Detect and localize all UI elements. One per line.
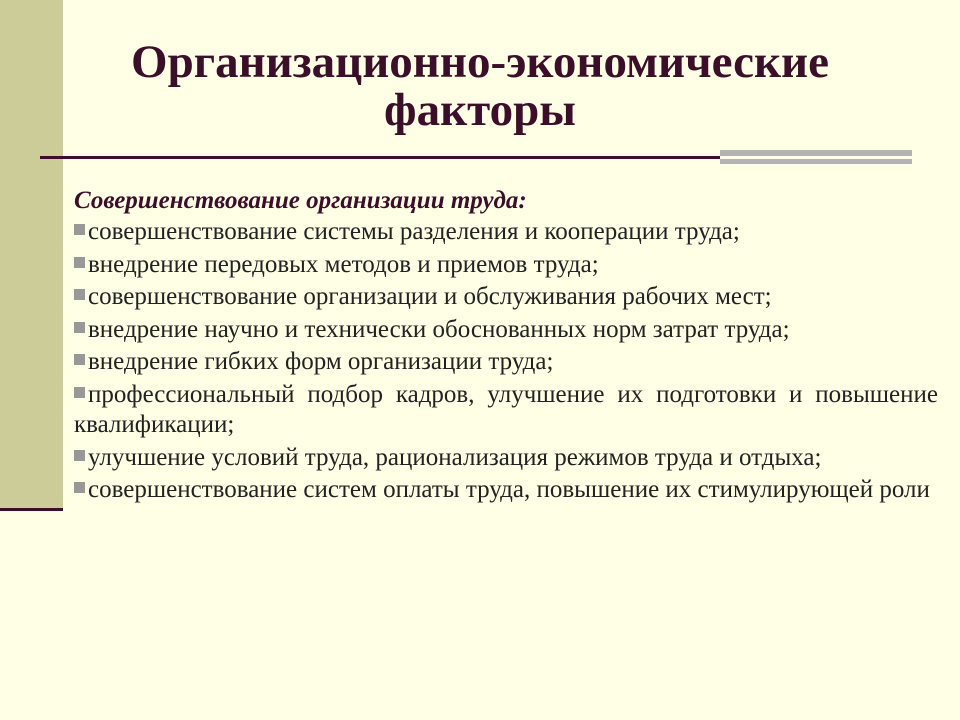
square-bullet-icon: [74, 450, 85, 461]
list-item: [74, 347, 938, 378]
list-item: [74, 380, 938, 441]
square-bullet-icon: [74, 322, 85, 333]
slide-body: [74, 186, 938, 508]
side-decor-line: [0, 508, 63, 511]
list-item-text: внедрение научно и технически обоснованных норм затрат труда;: [88, 315, 790, 343]
square-bullet-icon: [74, 257, 85, 268]
list-item: [74, 250, 938, 281]
list-item-text: профессиональный подбор кадров, улучшение их подготовки и повышение квалификации;: [74, 380, 938, 438]
list-item-text: внедрение передовых методов и приемов труда;: [88, 250, 599, 278]
list-item: [74, 315, 938, 346]
side-decor-band: [0, 0, 63, 510]
list-item: [74, 443, 938, 474]
title-divider-accent: [720, 150, 912, 164]
list-item-text: улучшение условий труда, рационализация режимов труда и отдыха;: [88, 443, 822, 471]
list-item: [74, 282, 938, 313]
list-item: [74, 475, 938, 506]
list-item-text: совершенствование системы разделения и кооперации труда;: [88, 218, 740, 245]
list-item: [74, 217, 938, 248]
square-bullet-icon: [74, 482, 85, 493]
section-subtitle: Совершенствование организации труда:: [74, 187, 527, 214]
slide-title: [70, 38, 890, 134]
list-item-text: внедрение гибких форм организации труда;: [88, 348, 554, 375]
title-line-2: факторы: [384, 84, 576, 136]
list-item-text: совершенствование организации и обслуживания рабочих мест;: [88, 283, 772, 310]
square-bullet-icon: [74, 224, 85, 235]
square-bullet-icon: [74, 387, 85, 398]
square-bullet-icon: [74, 354, 85, 365]
square-bullet-icon: [74, 289, 85, 300]
factor-list: [74, 217, 938, 506]
title-line-1: Организационно-экономические: [131, 36, 829, 88]
list-item-text: совершенствование систем оплаты труда, повышение их стимулирующей роли: [88, 476, 930, 503]
